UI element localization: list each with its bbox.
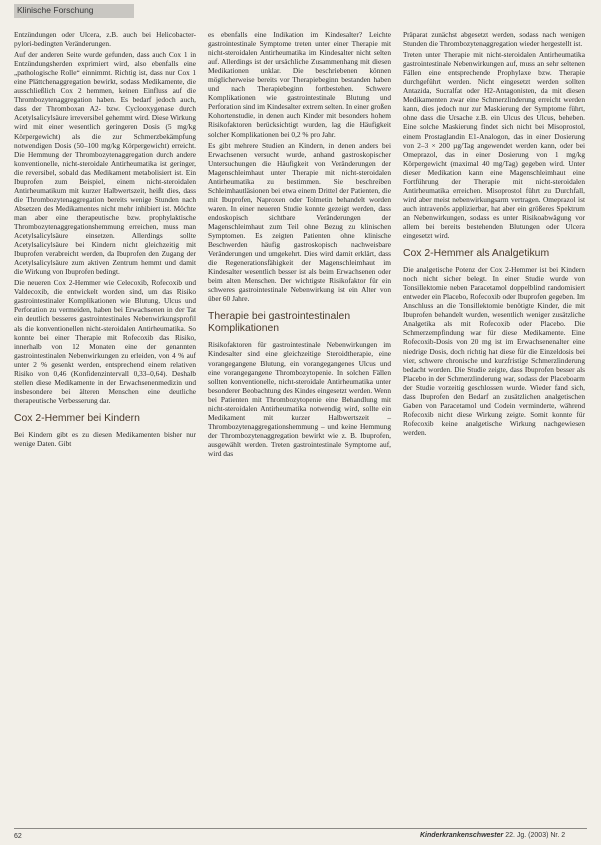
journal-name: Kinderkrankenschwester [420, 832, 504, 839]
page-number: 62 [14, 833, 22, 840]
section-label: Klinische Forschung [17, 5, 94, 15]
section-header [14, 4, 134, 18]
paragraph: Auf der anderen Seite wurde gefunden, dass auch Cox 1 in Entzündungsherden exprimiert wird, also ebenfalls eine „pathologische Rolle“ einnimmt. Richtig ist, dass nur Cox 1 eine Plättchenaggregation bewirkt, sodass Medikamente, die ausschließlich Cox 2 hemmen, keinen Einfluss auf die Thrombozytenaggregation haben. Es bedarf jedoch auch, dass der Thromboxan A2- bzw. Cyclooxygenase durch Acetylsalicylsäure irreversibel gehemmt wird. Diese Wirkung wird mit einer wesentlich geringeren Dosis (5 mg/kg Körpergewicht) als die zur Schmerzbekämpfung notwendigen Dosis (50–100 mg/kg Körpergewicht) erreicht. Die Hemmung der Thrombozytenaggregation durch andere konventionelle, nicht-steroidale Antirheumatika ist geringer, die reversibel, sobald das Medikament metabolisiert ist. Ein Ibuprofen zum Beispiel, einem nicht-steroidalen Antirheumatikum mit kurzer Halbwertszeit, heißt dies, dass die Thrombozytenaggregation bereits wenige Stunden nach Absetzen des Medikamentes nicht mehr inhibiert ist. Möchte man aber eine therapeutische bzw. prophylaktische Thrombozytenaggregationshemmung erreichen, muss man Acetylsalicylsäure einsetzen. Allerdings sollte Acetylsalicylsäure bei Kindern nicht gleichzeitig mit Ibuprofen verabreicht werden, da Ibuprofen den Zugang der Acetylsalicylsäure zum aktiven Zentrum hemmt und damit die Wirkung von Ibuprofen bedingt. [14, 50, 196, 277]
paragraph: Bei Kindern gibt es zu diesen Medikamenten bisher nur wenige Daten. Gibt [14, 429, 196, 448]
footer-rule [14, 828, 587, 829]
section-heading: Cox 2-Hemmer bei Kindern [14, 412, 140, 424]
column-3 [403, 30, 585, 439]
paragraph: es ebenfalls eine Indikation im Kindesalter? Leichte gastrointestinale Symptome treten unter einer Therapie mit nicht-steroidalen Antirheumatika im Kindesalter nicht selten auf. Allerdings ist der ursächliche Zusammenhang mit diesen Medikationen unklar. Die beschriebenen können möglicherweise bereits vor Therapiebeginn bestanden haben und nach Therapiebeginn fortbestehen. Schwere Komplikationen wie gastrointestinale Blutung und Perforation sind im Kindesalter extrem selten. In einer großen Kohortenstudie, in denen auch Kinder mit besonders hohem Risikofaktoren berücksichtigt wurden, lag die Häufigkeit solcher Komplikationen bei 0,2 % pro Jahr. [208, 30, 391, 139]
paragraph: Präparat zunächst abgesetzt werden, sodass nach wenigen Stunden die Thrombozytenaggregation wieder hergestellt ist. [403, 30, 585, 49]
journal-issue: 22. Jg. (2003) Nr. 2 [505, 832, 566, 839]
column-2 [208, 30, 391, 460]
paragraph: Entzündungen oder Ulcera, z.B. auch bei Helicobacter-pylori-bedingten Veränderungen. [14, 30, 196, 49]
paragraph: Die analgetische Potenz der Cox 2-Hemmer ist bei Kindern noch nicht sicher belegt. In einer Studie wurde von Tonsillektomie neben Paracetamol doppelblind randomisiert entweder ein Placebo, Rofecoxib oder Ibuprofen gegeben. Im Anschluss an die Tonsillektomie benötigte Kinder, die mit Ibuprofen behandelt wurden, wesentlich weniger zusätzliche Analgetika als mit Rofecoxib oder Placebo. Die Schmerzempfindung war für diese Medikamente. Eine Rofecoxib-Dosis von 20 mg ist im Erwachsenenalter eine niedrige Dosis, doch richtig hat diese für die Einzeldosis bei vier, schwere chronische und kurzfristige Schmerzlinderung bedacht worden. Die Studie zeigte, dass Ibuprofen besser als Placebo in der Schmerzlinderung war, sodass der Placeboarm der Studie vorzeitig geschlossen wurde. Wieder fand sich, dass Ibuprofen den Bedarf an zusätzlichen analgetischen Gaben von Paracetamol und Codein verminderte, während Rofecoxib nicht diese Wirkung zeigte. Somit konnte für Rofecoxib keine analgetische Wirkung nachgewiesen werden. [403, 265, 585, 437]
section-heading: Cox 2-Hemmer als Analgetikum [403, 248, 550, 260]
paragraph: Risikofaktoren für gastrointestinale Nebenwirkungen im Kindesalter sind eine gleichzeitige Steroidtherapie, eine vorangegangene Blutung, ein vorangegangenes Ulcus und eine vorangegangene Thrombozytopenie. In solchen Fällen sollten konventionelle, nicht-steroidale Antirheumatika unter besonderer Beobachtung des Kindes eingesetzt werden. Wenn bei Patienten mit Thrombozytopenie eine Behandlung mit nicht-steroidalen Antirheumatika notwendig wird, sollte ein Medikament mit kurzer Halbwertszeit – Thrombozytenaggregationshemmung – und keine Hemmung der Thrombozytenaggregation bewirkt wie z. B. Ibuprofen, ausgewählt werden. Treten gastrointestinale Symptome auf, wird das [208, 340, 391, 458]
section-heading: Therapie bei gastrointestinalen Komplikationen [208, 311, 351, 335]
paragraph: Treten unter Therapie mit nicht-steroidalen Antirheumatika gastrointestinale Nebenwirkungen auf, muss an sehr seltenen Fällen eine entsprechende Prophylaxe bzw. Therapie durchgeführt werden. Nicht eingesetzt werden sollten Antazida, Sucralfat oder H2-Antagonisten, da mit diesen Medikamenten zwar eine Schmerzlinderung erreicht werden kann, dies jedoch nur zur Maskierung der Symptome führt, ohne dass die Ursache z.B. ein Ulcus des Ulcus, beheben. Eine solche Maskierung findet sich nicht bei Misoprostol, einem Prostaglandin E1-Analogon, das in einer Dosierung von 2–3 × 200 µg/Tag angewendet werden kann, oder bei Omeprazol, das in einer Dosierung von 1 mg/kg Körpergewicht (maximal 40 mg/Tag) gegeben wird. Unter dieser Medikation kann eine Magenschleimhaut eine Fortführung der Therapie mit nicht-steroidalen Antirheumatika erreichen. Misoprostol führt zu Durchfall, wird aber meist nebenwirkungsarm vertragen. Omeprazol ist auch intravenös applizierbar, hat aber ein größeres Spektrum an Nebenwirkungen, sodass es unter Risikoabwägung vor allem bei bereits bestehenden Blutungen oder Ulcera eingesetzt wird. [403, 50, 585, 241]
journal-footer [420, 832, 565, 839]
paragraph: Die neueren Cox 2-Hemmer wie Celecoxib, Rofecoxib und Valdecoxib, die entwickelt worden sind, um das Risiko gastrointestinaler Komplikationen wie Blutung, Ulcus und Perforation zu vermeiden, haben bei Erwachsenen in der Tat ein deutlich besseres gastrointestinales Nebenwirkungsprofil als die konventionellen nicht-steroidalen Antirheumatika. So konnte bei einer Therapie mit Rofecoxib das Risiko, innerhalb von 12 Monaten eine der genannten gastrointestinalen Nebenwirkungen zu erleiden, von 4 % auf unter 2 % gesenkt werden, entsprechend einem relativen Risiko von 0,46 (Konfidenzintervall 0,33–0,64). Deshalb stellen diese Medikamente in der Erwachsenenmedizin und insbesondere bei älteren Menschen eine deutliche therapeutische Verbesserung dar. [14, 278, 196, 405]
paragraph: Es gibt mehrere Studien an Kindern, in denen anders bei Erwachsenen versucht wurde, anhand gastroskopischer Untersuchungen die Häufigkeit von Veränderungen der Magenschleimhaut unter Therapie mit nicht-steroidalen Antirheumatika zu bestimmen. Sie beschreiben Schleimhautläsionen bei etwa einem Drittel der Patienten, die mit Ibuprofen, Naproxen oder Tolmetin behandelt worden waren. In einer neueren Studie konnte gezeigt werden, dass endoskopisch sichtbare Veränderungen der Magenschleimhaut zum Teil ohne Bezug zu klinischen Symptomen. Es zeigten Patienten ohne klinische Beschwerden häufig gastroskopisch nachweisbare Veränderungen und umgekehrt. Dies wird damit erklärt, dass die Regenerationsfähigkeit der Magenschleimhaut im Kindesalter wesentlich besser ist als beim Erwachsenen oder beim alten Menschen. Der wichtigste Risikofaktor für ein schweres gastrointestinale Nebenwirkung ist ein Alter von über 60 Jahre. [208, 140, 391, 304]
column-1 [14, 30, 196, 450]
